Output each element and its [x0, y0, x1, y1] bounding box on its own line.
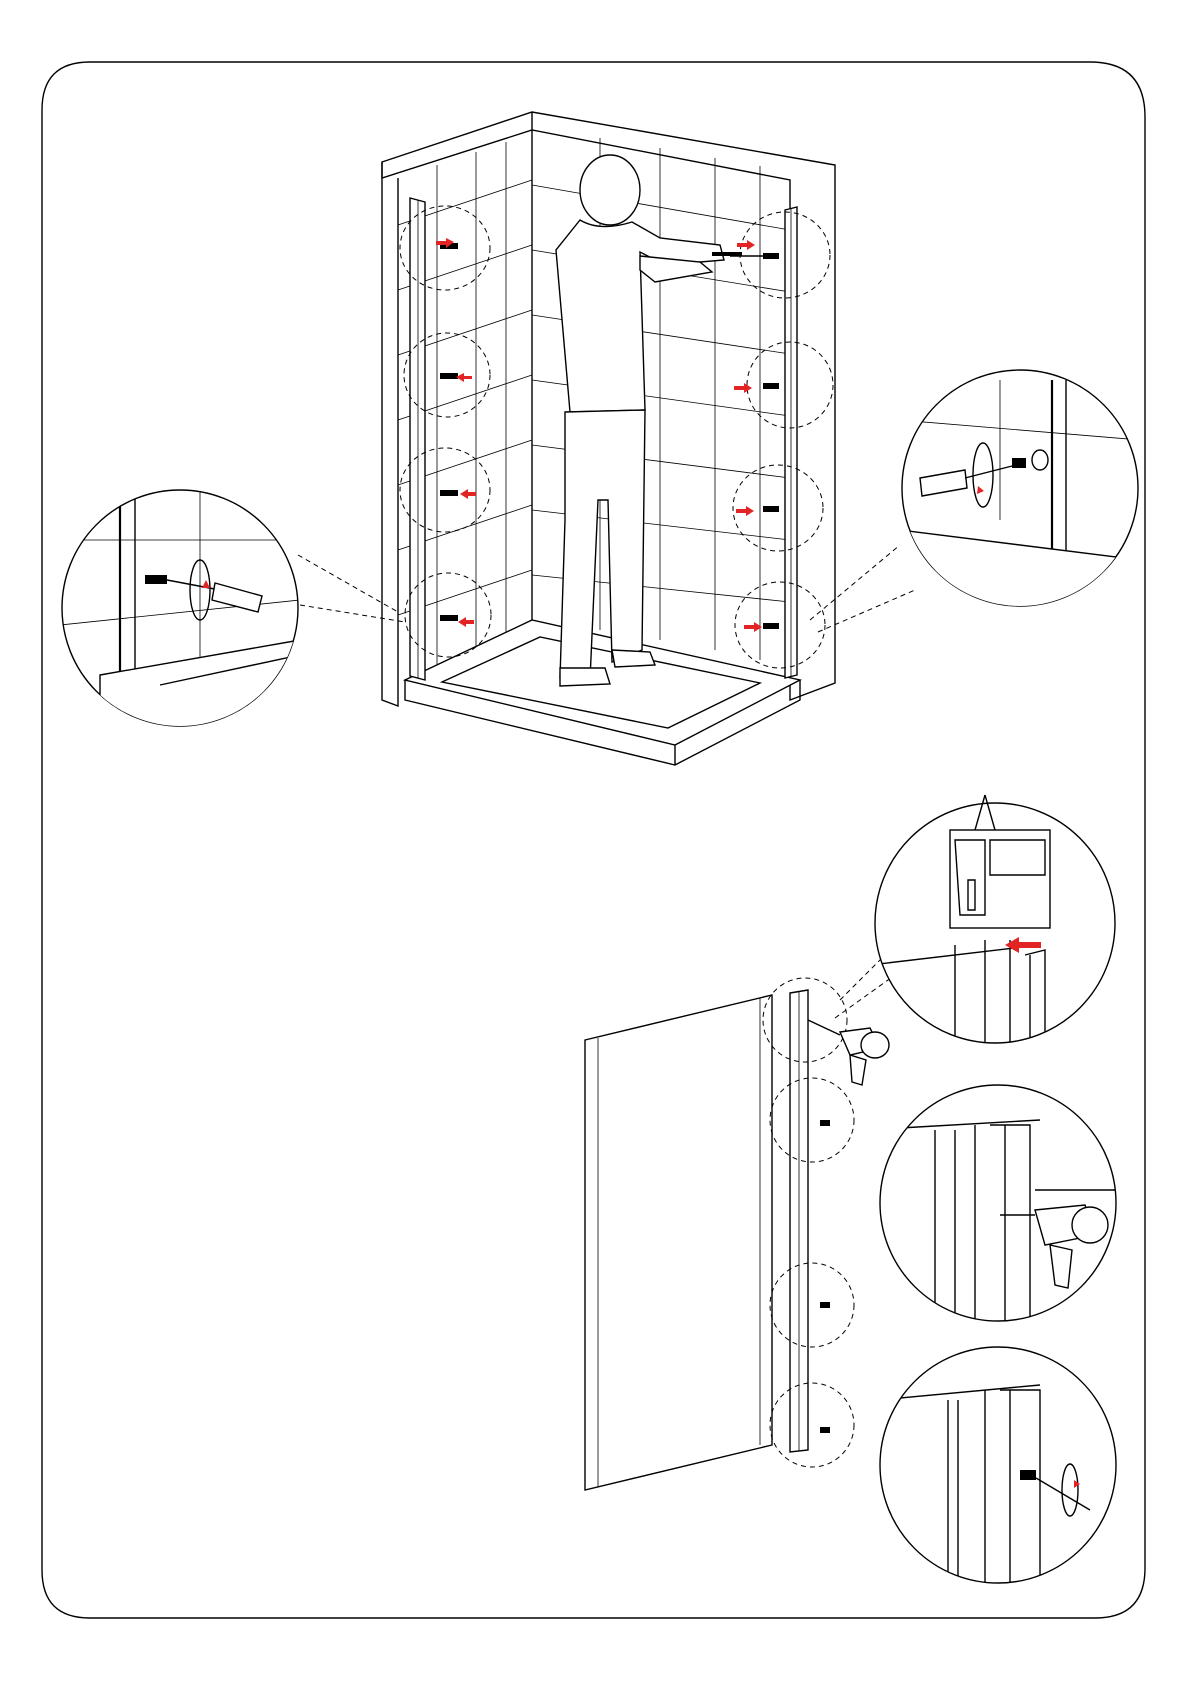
- panel-profile-illustration: [585, 955, 895, 1490]
- detail-circle-screw: [880, 1347, 1116, 1590]
- detail-circle-right: [900, 370, 1140, 620]
- detail-circle-top: [870, 795, 1115, 1060]
- detail-circle-drill: [880, 1085, 1120, 1330]
- shower-enclosure-illustration: [298, 112, 915, 765]
- detail-circle-left: [60, 480, 300, 760]
